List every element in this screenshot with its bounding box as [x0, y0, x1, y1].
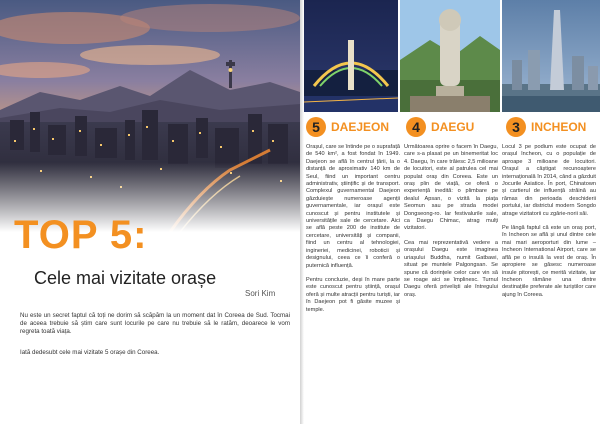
city-name: DAEGU	[431, 120, 475, 134]
rank-badge: 3	[506, 117, 526, 137]
right-page	[300, 0, 600, 424]
rank-badge: 5	[306, 117, 326, 137]
rank-badge: 4	[406, 117, 426, 137]
daejeon-column	[306, 144, 400, 321]
column-paragraph: Orașul, care se întinde pe o suprafață de 540 km², a fost fondat în 1949. Daejeon se află în centrul țării, la o distanță de aproximativ 140 km de Seul, fiind un important centru administrativ, științific și de transport. Complexul guvernamental Daejeon găzduiește numeroase agenții guvernamentale, iar orașul este cunoscut și pentru institutele și universitățile sale de cercetare. Aici se află peste 200 de institute de cercetare, universități și companii, fiind un centru al tehnologiei, ingineriei, medicinei, roboticii și designului, ceea ce îi conferă o puternică influență.	[306, 144, 400, 269]
seoul-skyline-photo	[0, 0, 300, 232]
article-headline: TOP 5:	[14, 213, 148, 257]
city-name: DAEJEON	[331, 120, 390, 134]
incheon-photo	[502, 0, 600, 112]
article-intro-lead: Iată dedesubt cele mai vizitate 5 orașe din Coreea.	[20, 349, 160, 356]
city-name: INCHEON	[531, 120, 587, 134]
daegu-photo	[400, 0, 500, 112]
daejeon-photo	[304, 0, 398, 112]
column-paragraph: Pe lângă faptul că este un oraș port, în Incheon se află și unul dintre cele mai mari aeroporturi din lume – Incheon International Airport, care se află pe o insulă la vest de oraș. În apropiere se găsesc numeroase insule pitorești, ce merită vizitate, iar Incheon rămâne una dintre destinațiile preferate ale turiștilor care ajung în Coreea.	[502, 225, 596, 298]
article-subtitle: Cele mai vizitate orașe	[34, 268, 217, 288]
daegu-column	[404, 144, 498, 306]
column-paragraph: Locul 3 pe podium este ocupat de orașul Incheon, cu o populație de aproape 3 milioane de locuitori. Orașul a câștigat recunoaștere internațională în 2014, când a găzduit Jocurile Asiatice. În port, Chinatown și cartierul de influență străină au rămas din perioada deschiderii portului, iar districtul modern Songdo atrage vizitatorii cu zgârie-norii săi.	[502, 144, 596, 217]
column-paragraph: Cea mai reprezentativă vedere a orașului Daegu este imaginea uriașului Buddha, numit Gatbawi, situat pe muntele Palgongsan. Se spune că dorințele celor care vin să se roage aici se împlinesc. Turnul Daegu oferă priveliști ale întregului oraș.	[404, 239, 498, 298]
incheon-column	[502, 144, 596, 306]
article-intro: Nu este un secret faptul că toți ne dorim să scăpăm la un moment dat în Coreea de Sud. Tocmai de aceea trebuie să știm care sunt locurile pe care nu trebuie să le ratăm, deoarece le vom regreta toată viața.	[20, 312, 290, 335]
column-paragraph: Următoarea oprire o facem în Daegu, care s-a plasat pe un binemeritat loc 4. Daegu, în care trăiesc 2,5 milioane de locuitori, este al patrulea cel mai populat oraș din Coreea. Este un oraș plin de viață, ce oferă o experiență inedită: o plimbare pe dealul Apsan, o vizită la piața Seomun sau pe strada modei Dongseong-ro. Iar festivalurile sale, ca Daegu Chimac, atrag mulți vizitatori.	[404, 144, 498, 232]
article-author: Sori Kim	[245, 289, 276, 298]
column-paragraph: Pentru concluzie, deși în mare parte este cunoscut pentru știință, orașul oferă și multe atracții pentru turiști, iar în Daejeon pot fi găsite muzee și temple.	[306, 276, 400, 313]
